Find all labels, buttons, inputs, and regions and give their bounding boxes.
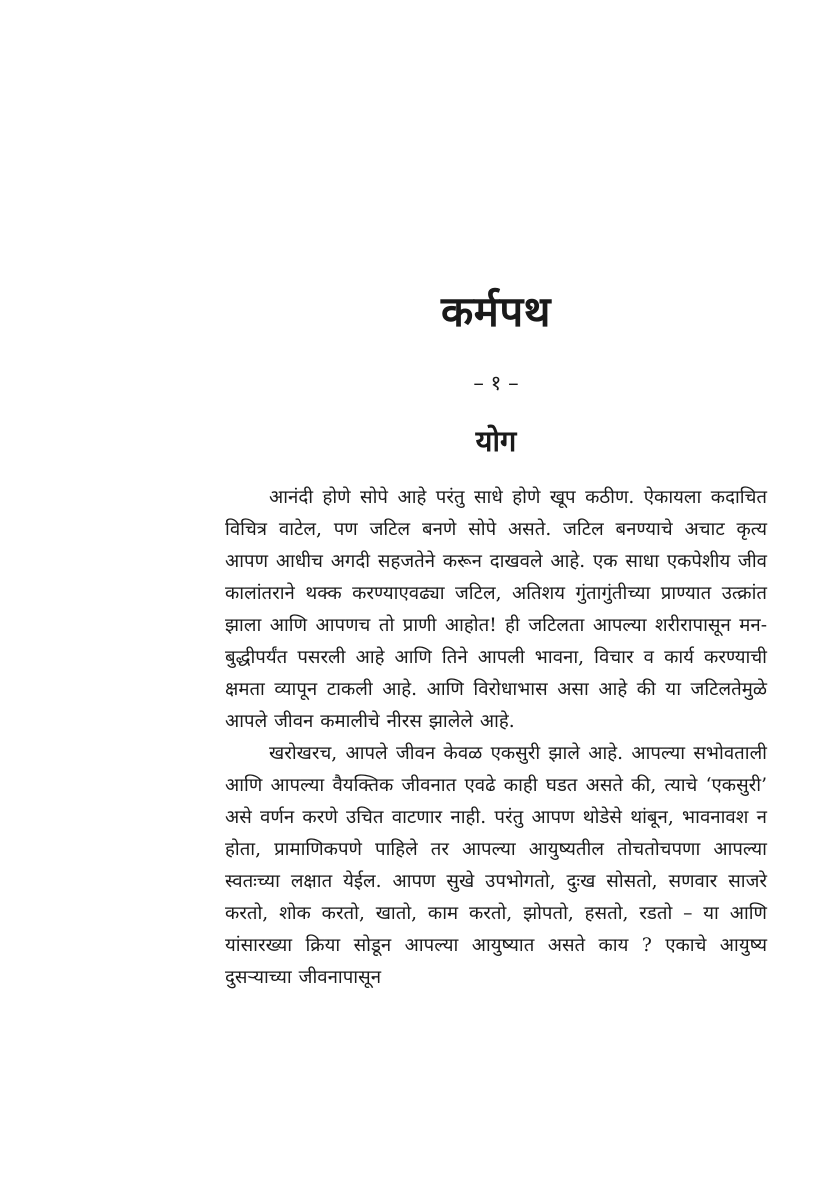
paragraph-1: आनंदी होणे सोपे आहे परंतु साधे होणे खूप कठीण. ऐकायला कदाचित विचित्र वाटेल, पण जटिल बनणे सोपे असते. जटिल बनण्याचे अचाट कृत्य आपण आधीच अगदी सहजतेने करून दाखवले आहे. एक साधा एकपेशीय जीव कालांतराने थक्क करण्याएवढ्या जटिल, अतिशय गुंतागुंतीच्या प्राण्यात उत्क्रांत झाला आणि आपणच तो प्राणी आहोत! ही जटिलता आपल्या शरीरापासून मन-बुद्धीपर्यंत पसरली आहे आणि तिने आपली भावना, विचार व कार्य करण्याची क्षमता व्यापून टाकली आहे. आणि विरोधाभास असा आहे की या जटिलतेमुळे आपले जीवन कमालीचे नीरस झालेले आहे. <box>225 487 767 732</box>
chapter-title: कर्मपथ <box>440 287 552 336</box>
section-title: योग <box>475 424 517 458</box>
body-text <box>225 482 767 994</box>
chapter-number: – १ – <box>473 371 519 395</box>
paragraph-2: खरोखरच, आपले जीवन केवळ एकसुरी झाले आहे. आपल्या सभोवताली आणि आपल्या वैयक्तिक जीवनात एवढे काही घडत असते की, त्याचे ‘एकसुरी’ असे वर्णन करणे उचित वाटणार नाही. परंतु आपण थोडेसे थांबून, भावनावश न होता, प्रामाणिकपणे पाहिले तर आपल्या आयुष्यतील तोचतोचपणा आपल्या स्वतःच्या लक्षात येईल. आपण सुखे उपभोगतो, दुःख सोसतो, सणवार साजरे करतो, शोक करतो, खातो, काम करतो, झोपतो, हसतो, रडतो – या आणि यांसारख्या क्रिया सोडून आपल्या आयुष्यात असते काय ? एकाचे आयुष्य दुसऱ्याच्या जीवनापासून <box>225 743 767 988</box>
